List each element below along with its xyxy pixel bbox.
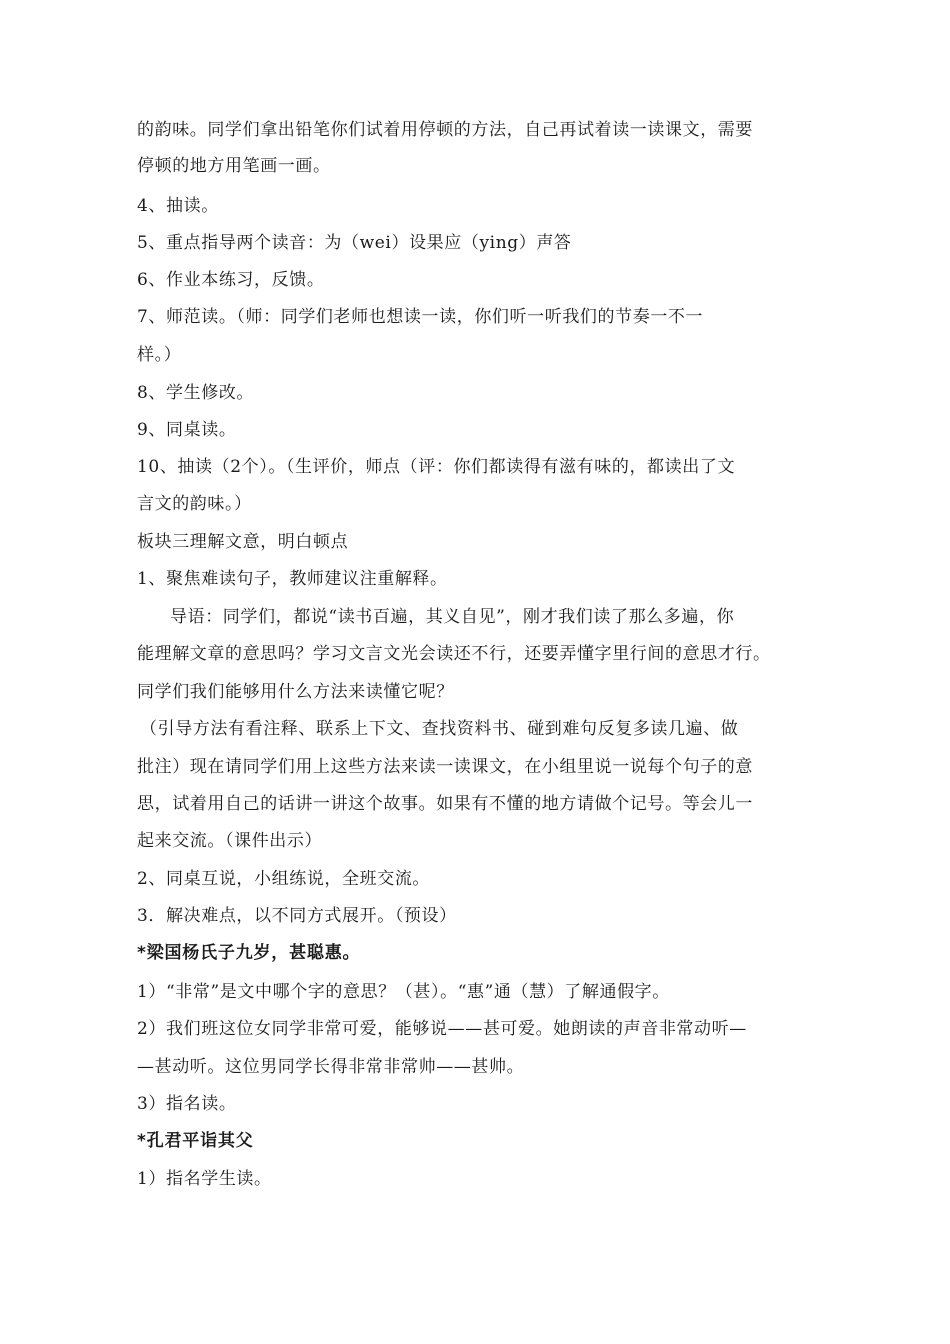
text-line: 言文的韵味。）: [137, 494, 252, 514]
text-line: 思，试着用自己的话讲一讲这个故事。如果有不懂的地方请做个记号。等会儿一: [137, 794, 753, 814]
text-line: —甚动听。这位男同学长得非常非常帅——甚帅。: [137, 1057, 525, 1077]
text-line: 的韵味。同学们拿出铅笔你们试着用停顿的方法，自己再试着读一读课文，需要: [137, 120, 753, 140]
text-line: 2、同桌互说，小组练说，全班交流。: [137, 869, 431, 889]
text-line: 1）指名学生读。: [137, 1169, 272, 1189]
text-line: 5、重点指导两个读音：为（wei）设果应（ying）声答: [137, 233, 572, 253]
text-line: 样。）: [137, 345, 182, 365]
text-line: 2）我们班这位女同学非常可爱，能够说——甚可爱。她朗读的声音非常动听—: [137, 1019, 747, 1039]
quote-heading: *孔君平诣其父: [137, 1131, 254, 1151]
text-line: 导语：同学们，都说“读书百遍，其义自见”，刚才我们读了那么多遍，你: [170, 607, 735, 627]
text-line: 8、学生修改。: [137, 383, 255, 403]
text-line: 同学们我们能够用什么方法来读懂它呢？: [137, 682, 454, 702]
text-line: 9、同桌读。: [137, 420, 237, 440]
section-heading: 板块三理解文意，明白顿点: [137, 532, 349, 552]
text-line: 1）“非常”是文中哪个字的意思？（甚）。“惠”通（慧）了解通假字。: [137, 982, 670, 1002]
text-line: 6、作业本练习，反馈。: [137, 270, 325, 290]
text-line: 停顿的地方用笔画一画。: [137, 156, 331, 176]
text-line: 10、抽读（2个）。（生评价，师点（评：你们都读得有滋有味的，都读出了文: [137, 457, 736, 477]
text-line: 1、聚焦难读句子，教师建议注重解释。: [137, 569, 448, 589]
text-line: 起来交流。（课件出示）: [137, 831, 323, 851]
text-line: 能理解文章的意思吗？学习文言文光会读还不行，还要弄懂字里行间的意思才行。: [137, 644, 771, 664]
text-line: 4、抽读。: [137, 196, 219, 216]
text-line: 7、师范读。（师：同学们老师也想读一读，你们听一听我们的节奏一不一: [137, 307, 704, 327]
quote-heading: *梁国杨氏子九岁，甚聪惠。: [137, 943, 361, 963]
text-line: 3）指名读。: [137, 1094, 237, 1114]
text-line: 批注）现在请同学们用上这些方法来读一读课文，在小组里说一说每个句子的意: [137, 757, 753, 777]
text-line: （引导方法有看注释、联系上下文、查找资料书、碰到难句反复多读几遍、做: [140, 719, 739, 739]
text-line: 3．解决难点，以不同方式展开。（预设）: [137, 906, 457, 926]
